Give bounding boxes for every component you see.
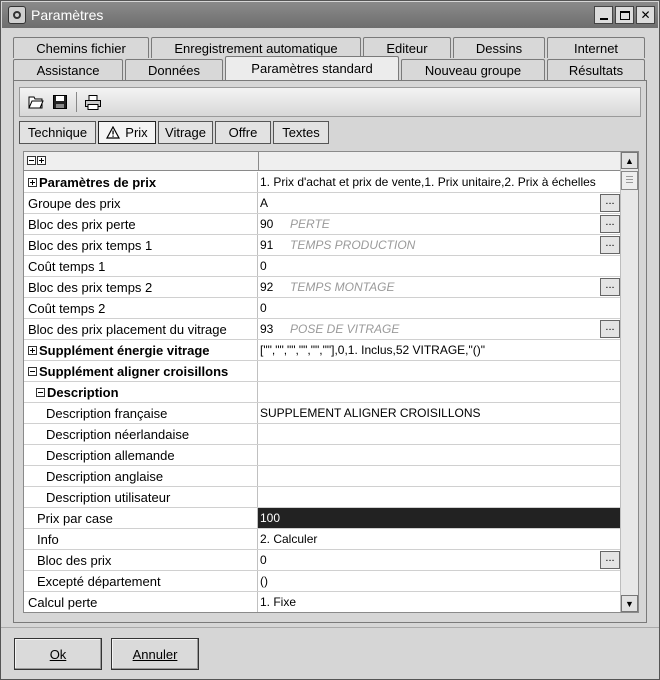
row-label: Coût temps 2 (24, 298, 258, 318)
cancel-button[interactable] (111, 638, 199, 670)
grid-row-info[interactable] (24, 529, 620, 550)
subtab-strip (19, 121, 331, 144)
row-hint: PERTE (290, 217, 330, 231)
toolbar (19, 87, 641, 117)
grid-row-bloc-prix-placement-vitrage[interactable] (24, 319, 620, 340)
row-value[interactable]: A (260, 196, 269, 210)
expand-icon[interactable] (28, 346, 37, 355)
ok-button-label: Ok (49, 646, 67, 662)
ok-button[interactable] (14, 638, 102, 670)
app-icon (8, 6, 26, 24)
open-folder-icon (28, 95, 44, 109)
row-value[interactable]: 2. Calculer (260, 532, 318, 546)
row-value[interactable]: 93 (260, 322, 274, 336)
row-label: Description française (24, 403, 258, 423)
browse-button[interactable]: ... (600, 320, 620, 338)
row-value[interactable] (258, 466, 620, 486)
row-label: Description (47, 384, 119, 400)
tab-dessins[interactable]: Dessins (453, 37, 545, 58)
footer-divider (1, 627, 659, 628)
row-value[interactable]: () (260, 574, 268, 588)
grid-header (24, 152, 638, 171)
grid-row-description-francaise[interactable] (24, 403, 620, 424)
row-label: Calcul perte (24, 592, 258, 612)
chevron-down-icon: ▼ (625, 598, 634, 609)
grid-row-groupe-des-prix[interactable] (24, 193, 620, 214)
browse-button[interactable]: ... (600, 551, 620, 569)
row-label: Description utilisateur (24, 487, 258, 507)
tab-enregistrement-automatique[interactable]: Enregistrement automatique (151, 37, 361, 58)
row-value[interactable]: 1. Fixe (260, 595, 297, 609)
row-value-selected[interactable]: 100 (258, 508, 620, 528)
subtab-vitrage[interactable]: Vitrage (158, 121, 213, 144)
grid-row-description-utilisateur[interactable] (24, 487, 620, 508)
collapse-all-icon[interactable] (27, 156, 36, 165)
subtab-technique[interactable]: Technique (19, 121, 96, 144)
scrollbar-thumb[interactable] (621, 171, 638, 190)
row-value[interactable]: 0 (260, 301, 267, 315)
grid-row-cout-temps-1[interactable] (24, 256, 620, 277)
browse-button[interactable]: ... (600, 215, 620, 233)
grid-row-supplement-aligner-croisillons[interactable] (24, 361, 620, 382)
window-title: Paramètres (31, 7, 104, 23)
grid-row-bloc-prix-temps-2[interactable] (24, 277, 620, 298)
grid-row-description-anglaise[interactable] (24, 466, 620, 487)
toolbar-separator (76, 92, 77, 112)
row-label: Supplément énergie vitrage (39, 342, 210, 358)
expand-all-icon[interactable] (37, 156, 46, 165)
scroll-down-button[interactable] (621, 595, 638, 612)
row-hint: TEMPS MONTAGE (290, 280, 395, 294)
cancel-button-label: Annuler (132, 646, 178, 662)
row-value[interactable] (258, 487, 620, 507)
save-button[interactable] (48, 91, 72, 113)
tab-nouveau-groupe[interactable]: Nouveau groupe (401, 59, 545, 80)
subtab-prix[interactable] (98, 121, 156, 144)
row-hint: TEMPS PRODUCTION (290, 238, 416, 252)
close-button[interactable] (636, 6, 655, 24)
grid-row-prix-par-case[interactable] (24, 508, 620, 529)
chevron-up-icon: ▲ (625, 155, 634, 166)
subtab-prix-label: Prix (125, 125, 148, 140)
close-icon: ✕ (640, 8, 651, 22)
row-value[interactable]: ["","","","","",""],0,1. Inclus,52 VITRAGE,"()" (260, 343, 486, 357)
row-value[interactable]: 1. Prix d'achat et prix de vente,1. Prix unitaire,2. Prix à échelles (260, 175, 596, 189)
minimize-icon (600, 18, 608, 20)
row-label: Description anglaise (24, 466, 258, 486)
tab-editeur[interactable]: Editeur (363, 37, 451, 58)
grid-row-excepte-departement[interactable] (24, 571, 620, 592)
row-label: Bloc des prix placement du vitrage (24, 319, 258, 339)
row-hint: POSE DE VITRAGE (290, 322, 400, 336)
grid-row-description[interactable] (24, 382, 620, 403)
row-label: Coût temps 1 (24, 256, 258, 276)
grid-row-bloc-des-prix[interactable] (24, 550, 620, 571)
grid-row-calcul-perte[interactable] (24, 592, 620, 613)
title-bar[interactable] (2, 2, 658, 28)
grid-row-cout-temps-2[interactable] (24, 298, 620, 319)
row-value[interactable]: 90 (260, 217, 274, 231)
row-value[interactable] (258, 361, 620, 381)
tab-resultats[interactable]: Résultats (547, 59, 645, 80)
open-button[interactable] (24, 91, 48, 113)
property-grid (23, 151, 639, 613)
tab-assistance[interactable]: Assistance (13, 59, 123, 80)
save-icon (53, 95, 67, 109)
scroll-up-button[interactable] (621, 152, 638, 169)
maximize-button[interactable] (615, 6, 634, 24)
tab-donnees[interactable]: Données (125, 59, 223, 80)
row-label: Description néerlandaise (24, 424, 258, 444)
browse-button[interactable]: ... (600, 194, 620, 212)
row-label: Bloc des prix perte (24, 214, 258, 234)
row-label: Bloc des prix (24, 550, 258, 570)
grid-row-bloc-prix-perte[interactable] (24, 214, 620, 235)
grid-row-bloc-prix-temps-1[interactable] (24, 235, 620, 256)
row-value[interactable] (258, 382, 620, 402)
subtab-offre[interactable]: Offre (215, 121, 271, 144)
row-label: Excepté département (24, 571, 258, 591)
grid-row-description-neerlandaise[interactable] (24, 424, 620, 445)
row-label: Bloc des prix temps 1 (24, 235, 258, 255)
tab-internet[interactable]: Internet (547, 37, 645, 58)
row-value[interactable]: 0 (260, 553, 267, 567)
row-value[interactable]: 91 (260, 238, 274, 252)
row-label: Bloc des prix temps 2 (24, 277, 258, 297)
minimize-button[interactable] (594, 6, 613, 24)
grid-row-supplement-energie-vitrage[interactable] (24, 340, 620, 361)
row-value[interactable]: 92 (260, 280, 274, 294)
grid-row-parametres-de-prix[interactable] (24, 172, 620, 193)
row-label: Supplément aligner croisillons (39, 363, 229, 379)
print-button[interactable] (81, 91, 105, 113)
row-value[interactable]: 0 (260, 259, 267, 273)
row-label: Info (24, 529, 258, 549)
maximize-icon (620, 11, 630, 20)
collapse-icon[interactable] (36, 388, 45, 397)
expand-icon[interactable] (28, 178, 37, 187)
row-label: Paramètres de prix (39, 174, 157, 190)
tab-chemins-fichier[interactable]: Chemins fichier (13, 37, 149, 58)
vertical-scrollbar[interactable] (620, 152, 638, 612)
row-label: Description allemande (24, 445, 258, 465)
row-label: Prix par case (24, 508, 258, 528)
browse-button[interactable]: ... (600, 278, 620, 296)
print-icon (85, 95, 101, 110)
tab-panel (13, 80, 647, 623)
row-value[interactable] (258, 445, 620, 465)
row-value[interactable] (258, 424, 620, 444)
subtab-textes[interactable]: Textes (273, 121, 329, 144)
grid-row-description-allemande[interactable] (24, 445, 620, 466)
collapse-icon[interactable] (28, 367, 37, 376)
grid-rows (24, 172, 620, 613)
browse-button[interactable]: ... (600, 236, 620, 254)
tab-parametres-standard[interactable]: Paramètres standard (225, 56, 399, 80)
row-label: Groupe des prix (24, 193, 258, 213)
row-value[interactable]: SUPPLEMENT ALIGNER CROISILLONS (260, 406, 481, 420)
warning-icon (106, 126, 120, 139)
